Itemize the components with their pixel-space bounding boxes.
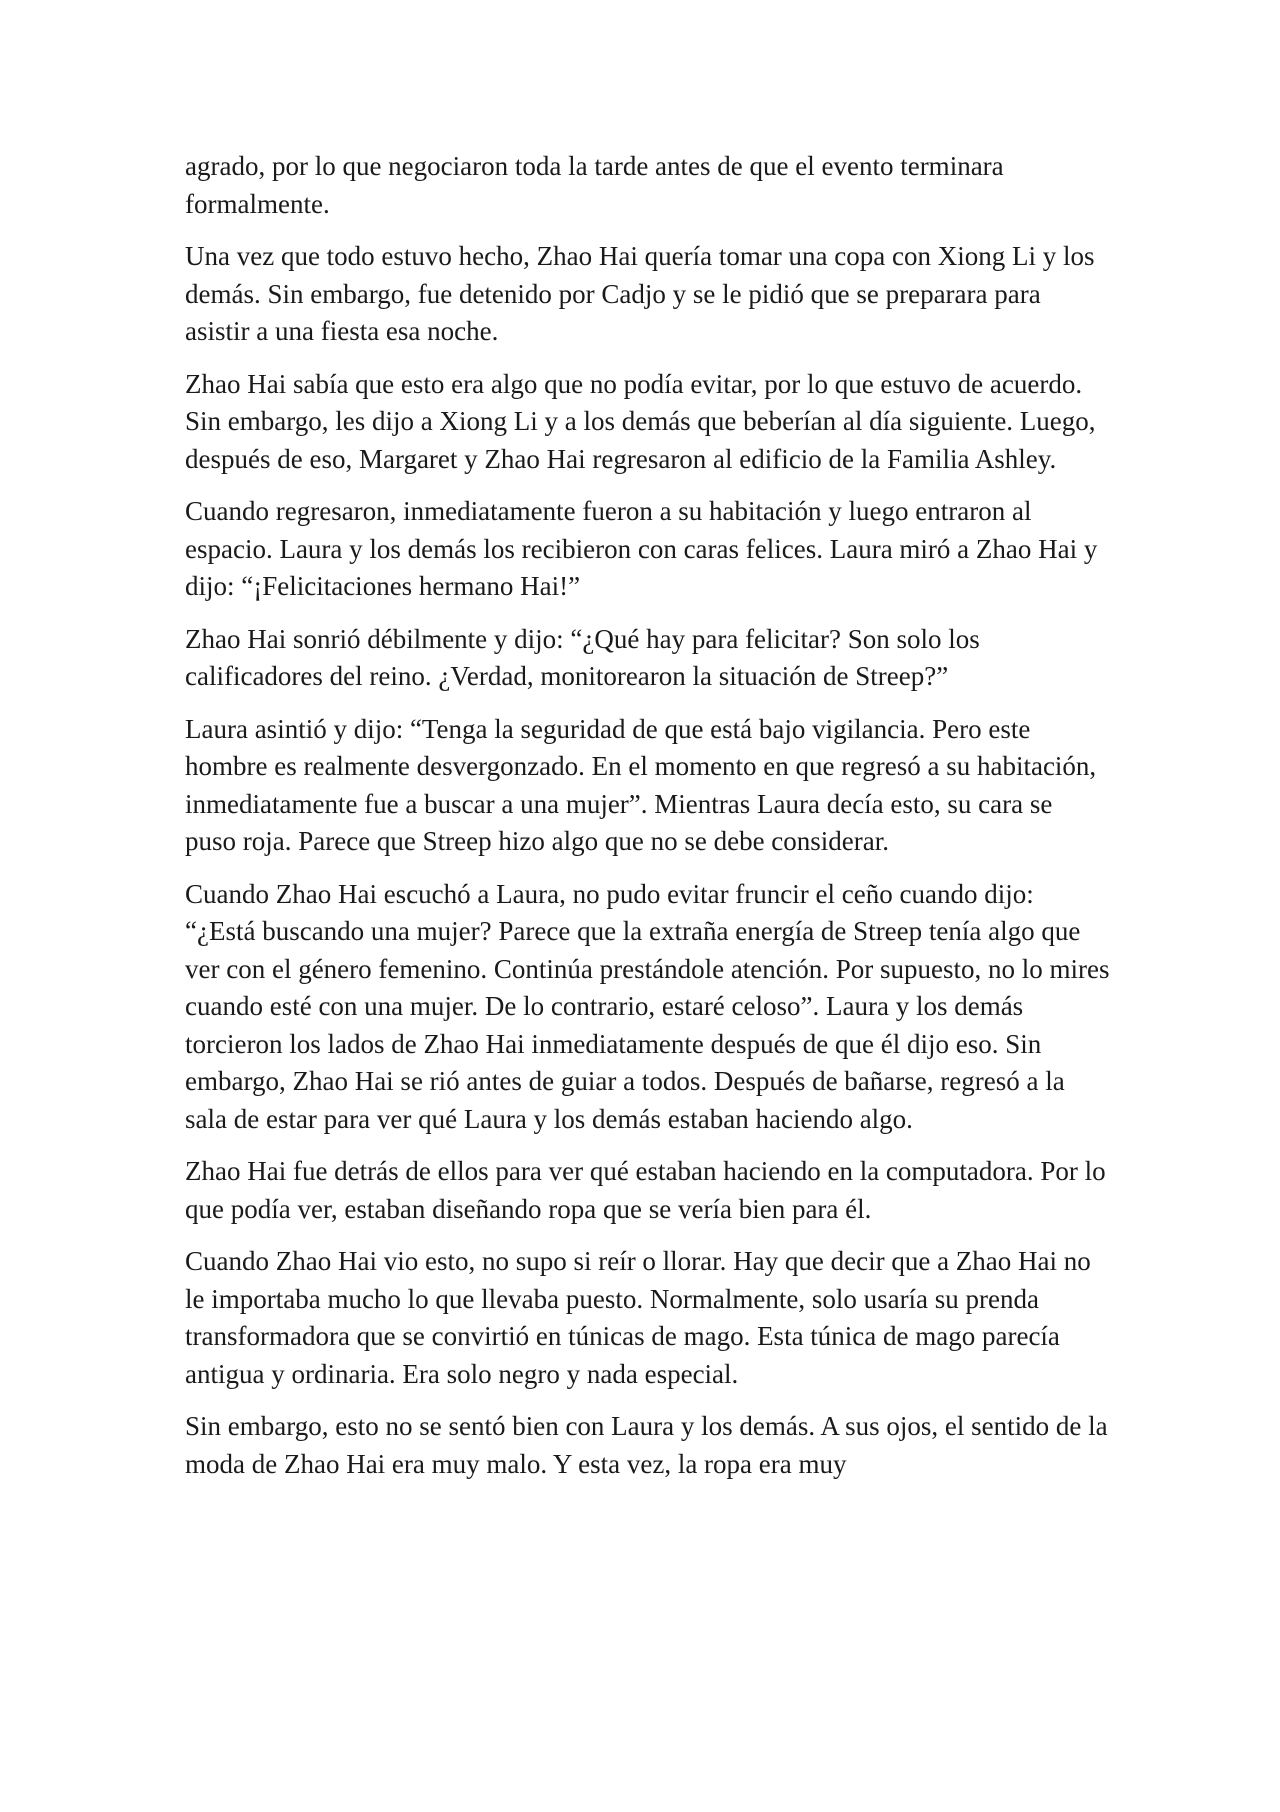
paragraph: agrado, por lo que negociaron toda la tarde antes de que el evento terminara formalmente. xyxy=(185,151,1004,219)
paragraph: Cuando Zhao Hai vio esto, no supo si reír o llorar. Hay que decir que a Zhao Hai no le importaba mucho lo que llevaba puesto. Normalmente, solo usaría su prenda transformadora que se convirtió en túnicas de mago. Esta túnica de mago parecía antigua y ordinaria. Era solo negro y nada especial. xyxy=(185,1246,1091,1389)
document-body xyxy=(185,148,1110,1498)
paragraph: Laura asintió y dijo: “Tenga la seguridad de que está bajo vigilancia. Pero este hombre es realmente desvergonzado. En el momento en que regresó a su habitación, inmediatamente fue a buscar a una mujer”. Mientras Laura decía esto, su cara se puso roja. Parece que Streep hizo algo que no se debe considerar. xyxy=(185,713,1097,856)
paragraph: Sin embargo, esto no se sentó bien con Laura y los demás. A sus ojos, el sentido de la moda de Zhao Hai era muy malo. Y esta vez, la ropa era muy xyxy=(185,1411,1108,1479)
paragraph: Zhao Hai sabía que esto era algo que no podía evitar, por lo que estuvo de acuerdo. Sin embargo, les dijo a Xiong Li y a los demás que beberían al día siguiente. Luego, después de eso, Margaret y Zhao Hai regresaron al edificio de la Familia Ashley. xyxy=(185,368,1096,474)
paragraph: Zhao Hai fue detrás de ellos para ver qué estaban haciendo en la computadora. Por lo que podía ver, estaban diseñando ropa que se vería bien para él. xyxy=(185,1156,1106,1224)
paragraph: Cuando Zhao Hai escuchó a Laura, no pudo evitar fruncir el ceño cuando dijo: “¿Está buscando una mujer? Parece que la extraña energía de Streep tenía algo que ver con el género femenino. Continúa prestándole atención. Por supuesto, no lo mires cuando esté con una mujer. De lo contrario, estaré celoso”. Laura y los demás torcieron los lados de Zhao Hai inmediatamente después de que él dijo eso. Sin embargo, Zhao Hai se rió antes de guiar a todos. Después de bañarse, regresó a la sala de estar para ver qué Laura y los demás estaban haciendo algo. xyxy=(185,878,1110,1134)
paragraph: Zhao Hai sonrió débilmente y dijo: “¿Qué hay para felicitar? Son solo los calificadores del reino. ¿Verdad, monitorearon la situación de Streep?” xyxy=(185,623,980,691)
paragraph: Cuando regresaron, inmediatamente fueron a su habitación y luego entraron al espacio. Laura y los demás los recibieron con caras felices. Laura miró a Zhao Hai y dijo: “¡Felicitaciones hermano Hai!” xyxy=(185,496,1098,601)
paragraph: Una vez que todo estuvo hecho, Zhao Hai quería tomar una copa con Xiong Li y los demás. Sin embargo, fue detenido por Cadjo y se le pidió que se preparara para asistir a una fiesta esa noche. xyxy=(185,241,1095,346)
